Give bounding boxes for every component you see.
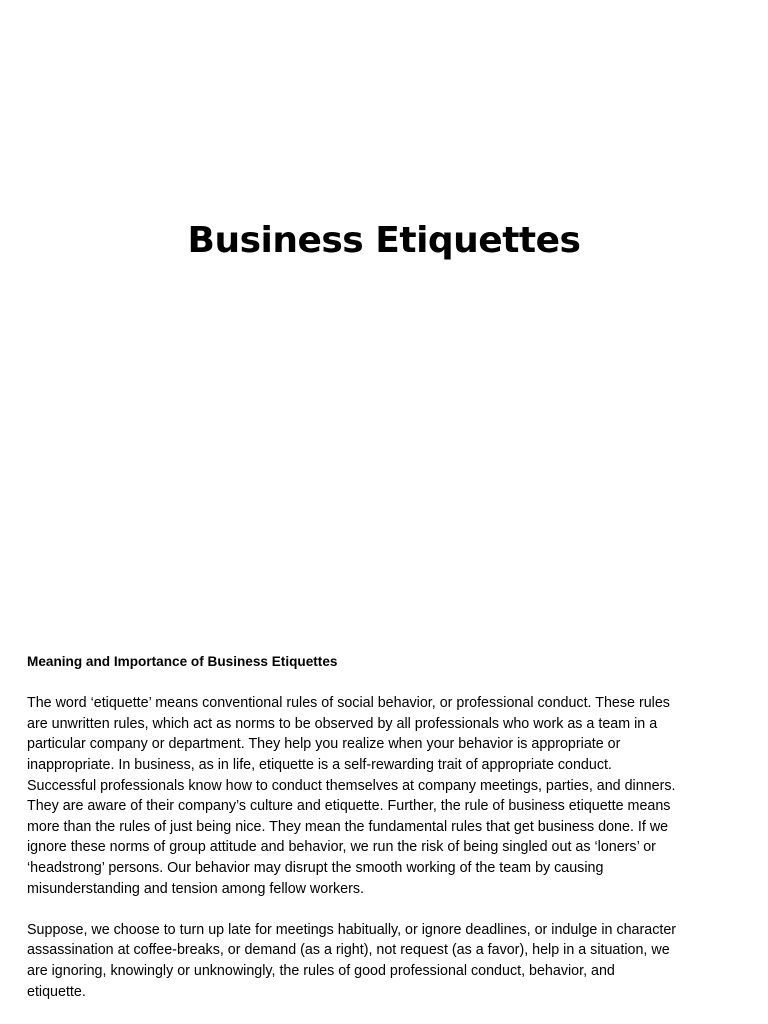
section-heading: Meaning and Importance of Business Etiquettes xyxy=(27,654,338,669)
paragraph-etiquette-meaning: The word ‘etiquette’ means conventional rules of social behavior, or professional conduct. These rules are unwritten rules, which act as norms to be observed by all professionals who work as a team in a particular company or department. They help you realize when your behavior is appropriate or inappropriate. In business, as in life, etiquette is a self-rewarding trait of appropriate conduct. Successful professionals know how to conduct themselves at company meetings, parties, and dinners. They are aware of their company’s culture and etiquette. Further, the rule of business etiquette means more than the rules of just being nice. They mean the fundamental rules that get business done. If we ignore these norms of group attitude and behavior, we run the risk of being singled out as ‘loners’ or ‘headstrong’ persons. Our behavior may disrupt the smooth working of the team by causing misunderstanding and tension among fellow workers. xyxy=(27,695,676,897)
paragraph-etiquette-examples: Suppose, we choose to turn up late for meetings habitually, or ignore deadlines, or indulge in character assassination at coffee-breaks, or demand (as a right), not request (as a favor), help in a situation, we are ignoring, knowingly or unknowingly, the rules of good professional conduct, behavior, and etiquette. xyxy=(27,921,677,1000)
document-body xyxy=(27,652,747,1023)
page-title: Business Etiquettes xyxy=(187,220,581,261)
